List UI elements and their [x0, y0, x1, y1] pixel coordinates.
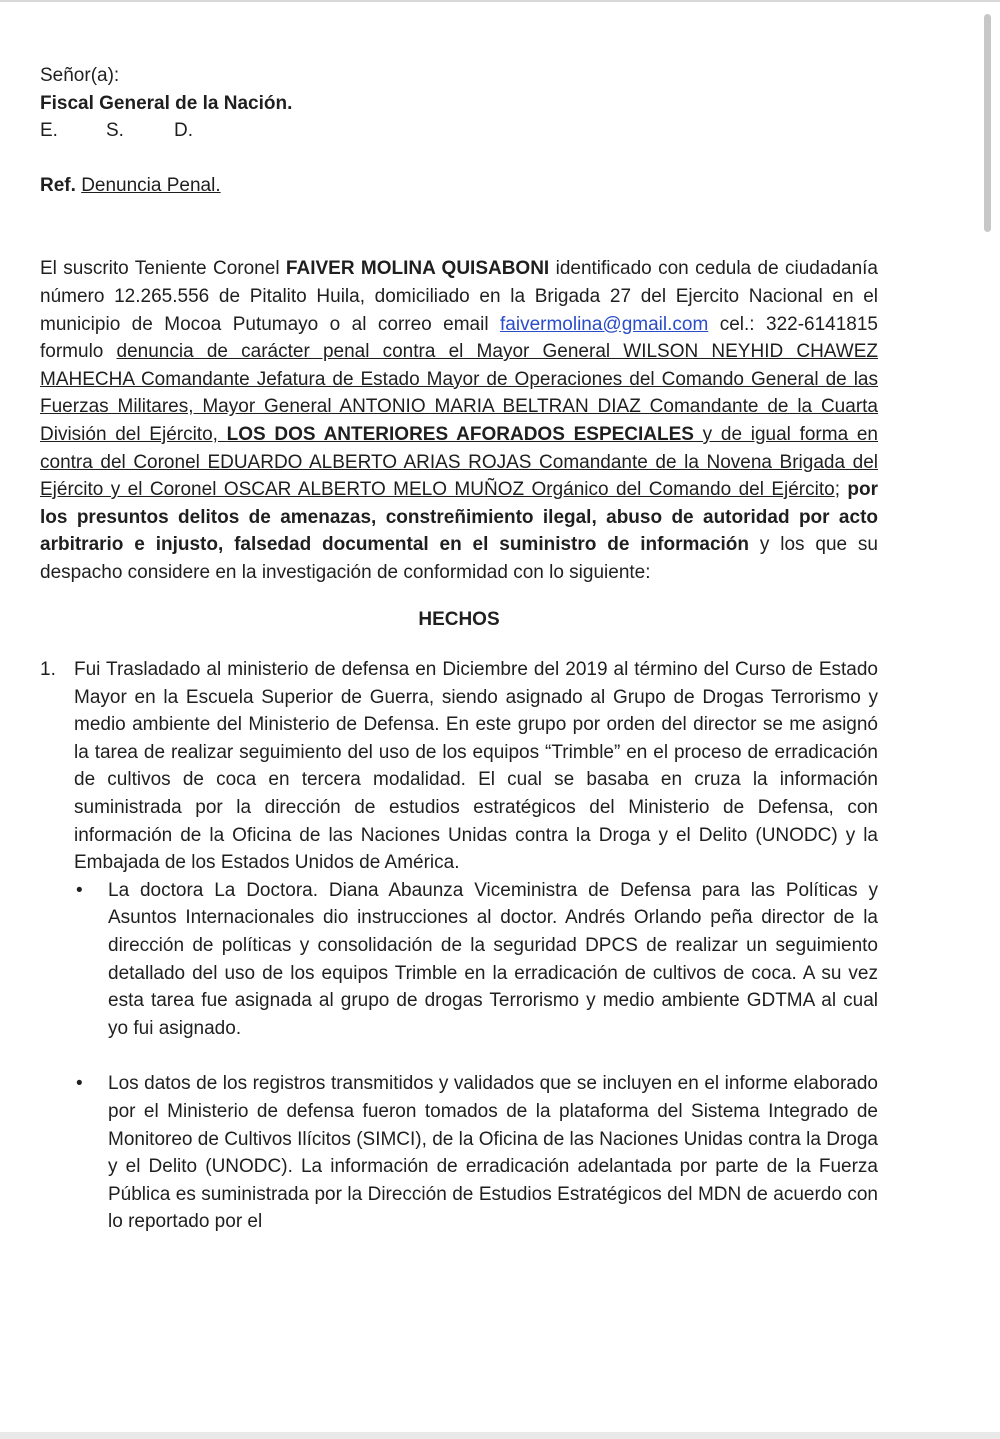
esd-s: S.	[106, 120, 124, 142]
fact-bullet	[40, 1070, 878, 1236]
intro-paragraph	[40, 255, 878, 586]
section-title: HECHOS	[418, 608, 500, 630]
esd-d: D.	[174, 120, 193, 142]
fact-item	[40, 656, 878, 877]
email-link[interactable]: faivermolina@gmail.com	[500, 313, 709, 335]
bullet-text: La doctora La Doctora. Diana Abaunza Viceministra de Defensa para las Políticas y Asuntos Internacionales dio instrucciones al doctor. Andrés Orlando peña director de la dirección de políticas y consolidación de la seguridad DPCS de realizar un seguimiento detallado del uso de los equipos Trimble en la erradicación de cultivos de coca. A su vez esta tarea fue asignada al grupo de drogas Terrorismo y medio ambiente GDTMA al cual yo fui asignado.	[108, 879, 878, 1039]
intro-text-3: cel.: 322-6141815 formulo	[40, 313, 878, 363]
intro-text-1: El suscrito Teniente Coronel	[40, 258, 286, 280]
aforados-text: LOS DOS ANTERIORES AFORADOS ESPECIALES	[226, 423, 694, 445]
document-page	[40, 62, 878, 1236]
intro-text-2: identificado con cedula de ciudadanía número 12.265.556 de Pitalito Huila, domiciliado en la Brigada 27 del Ejercito Nacional en el municipio de Mocoa Putumayo o al correo email	[40, 258, 878, 335]
intro-text-4: ;	[834, 479, 848, 501]
ref-label: Ref.	[40, 174, 76, 196]
bullet-icon: •	[76, 1073, 83, 1095]
intro-text-5: y los que su despacho considere en la investigación de conformidad con lo siguiente:	[40, 534, 879, 583]
vertical-scrollbar[interactable]	[984, 14, 991, 232]
bullet-icon: •	[76, 879, 83, 901]
reference-line	[40, 172, 878, 200]
fact-bullet	[40, 877, 878, 1043]
accused-text-1: denuncia de carácter penal contra el Mayor General WILSON NEYHID CHAWEZ MAHECHA Comandante Jefatura de Estado Mayor de Operaciones del Comando General de las Fuerzas Militares, Mayor General ANTONIO MARIA BELTRAN DIAZ Comandante de la Cuarta División del Ejército,	[40, 341, 878, 445]
ref-text: Denuncia Penal.	[81, 174, 221, 196]
esd-line	[40, 117, 878, 145]
bottom-divider	[0, 1432, 1000, 1439]
salutation: Señor(a):	[40, 65, 120, 86]
bullet-text: Los datos de los registros transmitidos y validados que se incluyen en el informe elaborado por el Ministerio de defensa fueron tomados de la plataforma del Sistema Integrado de Monitoreo de Cultivos Ilícitos (SIMCI), de la Oficina de las Naciones Unidas contra la Droga y el Delito (UNODC). La información de erradicación adelantada por parte de la Fuerza Pública es suministrada por la Dirección de Estudios Estratégicos del MDN de acuerdo con lo reportado por el	[108, 1073, 878, 1233]
top-divider	[0, 0, 1000, 2]
esd-e: E.	[40, 120, 58, 142]
accused-text-2: y de igual forma en contra del Coronel EDUARDO ALBERTO ARIAS ROJAS Comandante de la Novena Brigada del Ejército y el Coronel OSCAR ALBERTO MELO MUÑOZ Orgánico del Comando del Ejército	[40, 423, 879, 501]
complainant-name: FAIVER MOLINA QUISABONI	[285, 258, 550, 280]
fact-text: Fui Trasladado al ministerio de defensa en Diciembre del 2019 al término del Curso de Estado Mayor en la Escuela Superior de Guerra, siendo asignado al Grupo de Drogas Terrorismo y medio ambiente del Ministerio de Defensa. En este grupo por orden del director se me asignó la tarea de realizar seguimiento del uso de los equipos “Trimble” en el proceso de erradicación de cultivos de coca en tercera modalidad. El cual se basaba en cruza la información suministrada por la dirección de estudios estratégicos del Ministerio de Defensa, con información de la Oficina de las Naciones Unidas contra la Droga y el Delito (UNODC) y la Embajada de los Estados Unidos de América.	[74, 659, 878, 874]
fact-number: 1.	[40, 659, 56, 681]
addressee: Fiscal General de la Nación.	[40, 92, 293, 114]
crimes-text: por los presuntos delitos de amenazas, constreñimiento ilegal, abuso de autoridad por acto arbitrario e injusto, falsedad documental en el suministro de información	[40, 479, 879, 556]
